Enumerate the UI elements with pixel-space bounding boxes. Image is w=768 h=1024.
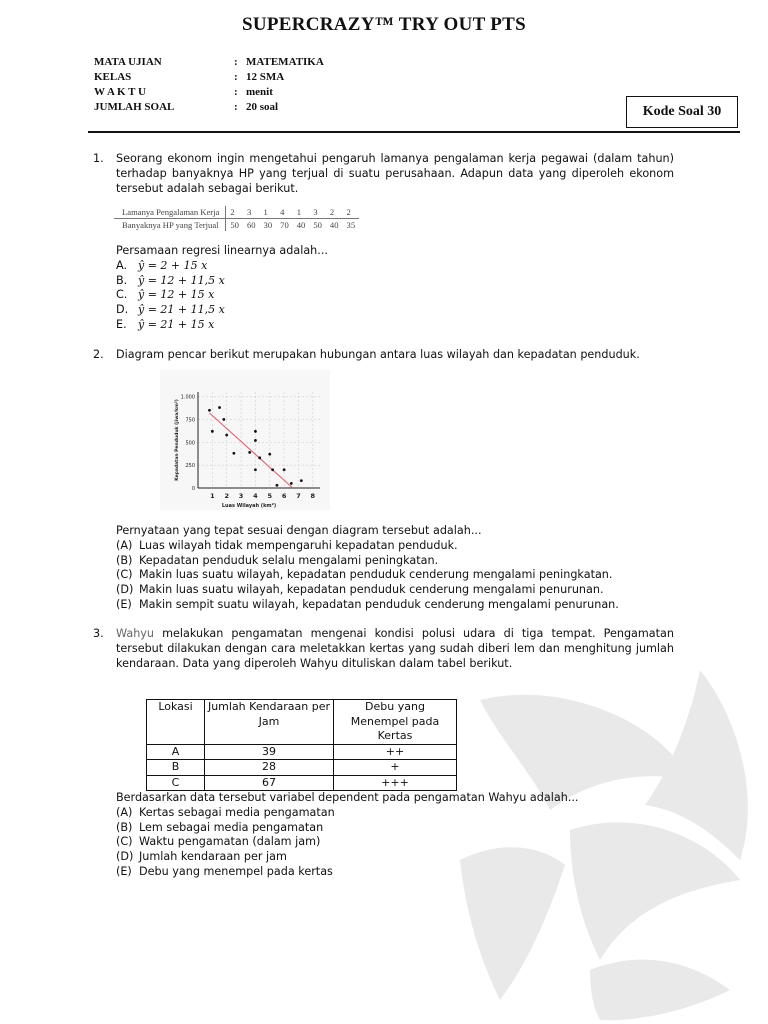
meta-key: MATA UJIAN: [94, 56, 162, 68]
question-number: 1.: [93, 152, 104, 165]
answer-option[interactable]: [116, 303, 328, 318]
option-text: Makin sempit suatu wilayah, kepadatan penduduk cenderung mengalami penurunan.: [139, 597, 619, 611]
scatter-point: [283, 468, 286, 471]
option-label: C.: [116, 288, 128, 302]
option-text: Makin luas suatu wilayah, kepadatan penduduk cenderung mengalami peningkatan.: [139, 568, 613, 582]
scatter-point: [254, 468, 257, 471]
q1-answers: [116, 244, 328, 333]
option-text: ŷ = 21 + 11,5 x: [138, 303, 225, 317]
option-label: (E): [116, 597, 132, 611]
option-text: ŷ = 12 + 15 x: [138, 288, 215, 302]
q3-name: Wahyu: [116, 627, 155, 640]
answer-option[interactable]: [116, 583, 619, 598]
table-cell: 3: [243, 206, 260, 219]
option-label: (C): [116, 568, 133, 582]
meta-row: [94, 100, 324, 115]
kode-soal-box: Kode Soal 30: [626, 96, 738, 128]
option-label: (B): [116, 553, 133, 567]
option-text: Waktu pengamatan (dalam jam): [139, 835, 321, 849]
table-cell: 2: [343, 206, 360, 219]
y-tick-label: 250: [185, 463, 195, 470]
table-header: Lokasi: [147, 700, 205, 745]
y-tick-label: 0: [191, 486, 195, 492]
option-label: (A): [116, 805, 133, 819]
scatter-point: [258, 456, 261, 459]
answer-option[interactable]: [116, 318, 328, 333]
table-cell: 4: [276, 206, 293, 219]
meta-key: W A K T U: [94, 86, 146, 98]
table-cell: ++: [334, 744, 457, 760]
answer-option[interactable]: [116, 821, 578, 836]
table-cell: 1: [260, 206, 277, 219]
table-row-label: Banyaknya HP yang Terjual: [114, 219, 226, 232]
x-tick-label: 4: [253, 492, 258, 500]
meta-key: KELAS: [94, 71, 132, 83]
option-label: D.: [116, 303, 129, 317]
option-label: E.: [116, 317, 127, 331]
answer-option[interactable]: [116, 598, 619, 613]
q3-data-table: [146, 699, 457, 791]
answer-option[interactable]: [116, 539, 619, 554]
table-cell: 60: [246, 220, 256, 230]
answer-option[interactable]: [116, 274, 328, 289]
option-label: (D): [116, 850, 134, 864]
table-cell: 2: [326, 206, 343, 219]
meta-colon: :: [234, 101, 238, 113]
meta-value: 20 soal: [246, 101, 279, 113]
option-label: A.: [116, 258, 128, 272]
option-text: Makin luas suatu wilayah, kepadatan penduduk cenderung mengalami penurunan.: [139, 583, 604, 597]
scatter-point: [271, 468, 274, 471]
table-header: Jumlah Kendaraan per Jam: [205, 700, 334, 745]
x-tick-label: 6: [281, 492, 287, 500]
header-divider: [88, 131, 740, 133]
table-cell: B: [147, 760, 205, 776]
table-cell: A: [147, 744, 205, 760]
x-tick-label: 8: [310, 492, 316, 500]
meta-colon: :: [234, 56, 238, 68]
answer-option[interactable]: [116, 259, 328, 274]
meta-colon: :: [234, 86, 238, 98]
table-row: [147, 775, 457, 791]
y-axis-label: Kepadatan Penduduk (jiwa/km²): [175, 399, 180, 481]
q3-answers: [116, 791, 578, 880]
option-label: (D): [116, 583, 134, 597]
option-text: Lem sebagai media pengamatan: [139, 820, 324, 834]
question-number: 2.: [93, 348, 104, 361]
option-label: B.: [116, 273, 128, 287]
table-header: Debu yang Menempel pada Kertas: [334, 700, 457, 745]
question-number: 3.: [93, 627, 104, 640]
question-text: Seorang ekonom ingin mengetahui pengaruh lamanya pengalaman kerja pegawai (dalam tahun) terhadap banyaknya HP yang terjual di suatu perusahaan. Adapun data yang diperoleh ekonom tersebut adalah sebagai berikut.: [116, 152, 674, 195]
option-text: Luas wilayah tidak mempengaruhi kepadatan penduduk.: [139, 538, 458, 552]
option-label: (E): [116, 864, 132, 878]
option-text: ŷ = 21 + 15 x: [138, 317, 215, 331]
table-cell: C: [147, 775, 205, 791]
scatter-point: [225, 434, 228, 437]
q2-answers: [116, 524, 619, 613]
meta-row: [94, 55, 324, 70]
q3-text: melakukan pengamatan mengenai kondisi polusi udara di tiga tempat. Pengamatan tersebut dilakukan dengan cara meletakkan kertas yang sudah diberi lem dan menghitung jumlah kendaraan. Data yang diperoleh Wahyu dituliskan dalam tabel berikut.: [116, 627, 674, 670]
answer-option[interactable]: [116, 554, 619, 569]
x-tick-label: 3: [238, 492, 244, 500]
answer-option[interactable]: [116, 835, 578, 850]
table-cell: 30: [263, 220, 273, 230]
question-prompt: Persamaan regresi linearnya adalah...: [116, 244, 328, 257]
answer-option[interactable]: [116, 806, 578, 821]
x-tick-label: 2: [224, 492, 229, 500]
exam-meta: [94, 55, 324, 115]
table-row-label: Lamanya Pengalaman Kerja: [114, 206, 226, 219]
answer-option[interactable]: [116, 850, 578, 865]
scatter-point: [276, 484, 279, 487]
table-cell: 70: [280, 220, 289, 230]
question-text: Diagram pencar berikut merupakan hubungan antara luas wilayah dan kepadatan penduduk.: [116, 348, 640, 361]
table-cell: 1: [293, 206, 310, 219]
scatter-point: [208, 409, 211, 412]
q1-data-table: [114, 206, 359, 231]
meta-colon: :: [234, 71, 238, 83]
option-text: Kertas sebagai media pengamatan: [139, 805, 335, 819]
table-cell: 28: [205, 760, 334, 776]
scatter-chart: [160, 370, 330, 510]
table-cell: 2: [226, 206, 243, 219]
meta-value: 12 SMA: [246, 71, 285, 83]
scatter-point: [254, 439, 257, 442]
x-tick-label: 5: [267, 492, 273, 500]
table-cell: +: [334, 760, 457, 776]
scatter-point: [222, 418, 225, 421]
table-row: [147, 744, 457, 760]
scatter-point: [218, 406, 221, 409]
scatter-point: [300, 479, 303, 482]
scatter-point: [290, 482, 293, 485]
y-tick-label: 1.000: [180, 394, 195, 401]
table-cell: 39: [205, 744, 334, 760]
meta-value: MATEMATIKA: [246, 56, 324, 68]
table-cell: 50: [313, 220, 322, 230]
y-tick-label: 500: [185, 440, 195, 447]
meta-value: menit: [246, 86, 273, 98]
option-label: (B): [116, 820, 133, 834]
option-label: (C): [116, 835, 133, 849]
meta-row: [94, 70, 324, 85]
scatter-point: [268, 453, 271, 456]
x-tick-label: 7: [296, 492, 301, 500]
answer-option[interactable]: [116, 865, 578, 880]
meta-row: [94, 85, 324, 100]
page-title: SUPERCRAZY™ TRY OUT PTS: [241, 14, 527, 35]
scatter-point: [232, 452, 235, 455]
question-prompt: Berdasarkan data tersebut variabel dependent pada pengamatan Wahyu adalah...: [116, 791, 579, 804]
question-prompt: Pernyataan yang tepat sesuai dengan diagram tersebut adalah...: [116, 524, 482, 537]
x-axis-label: Luas Wilayah (km²): [221, 503, 277, 509]
option-text: ŷ = 12 + 11,5 x: [138, 273, 225, 287]
question-text: [116, 627, 674, 671]
table-cell: 50: [230, 220, 239, 230]
table-row: [147, 760, 457, 776]
option-text: Kepadatan penduduk selalu mengalami peningkatan.: [139, 553, 439, 567]
table-cell: 40: [296, 220, 306, 230]
scatter-point: [254, 430, 257, 433]
scatter-point: [211, 430, 214, 433]
meta-key: JUMLAH SOAL: [94, 101, 175, 113]
y-tick-label: 750: [185, 417, 195, 424]
table-cell: 67: [205, 775, 334, 791]
x-tick-label: 1: [210, 492, 215, 500]
option-text: Jumlah kendaraan per jam: [139, 850, 287, 864]
option-label: (A): [116, 538, 133, 552]
scatter-point: [248, 451, 251, 454]
table-cell: +++: [334, 775, 457, 791]
table-cell: 35: [346, 220, 356, 230]
table-cell: 3: [309, 206, 326, 219]
answer-option[interactable]: [116, 288, 328, 303]
table-cell: 40: [329, 220, 339, 230]
answer-option[interactable]: [116, 568, 619, 583]
option-text: ŷ = 2 + 15 x: [138, 258, 208, 272]
option-text: Debu yang menempel pada kertas: [139, 864, 333, 878]
